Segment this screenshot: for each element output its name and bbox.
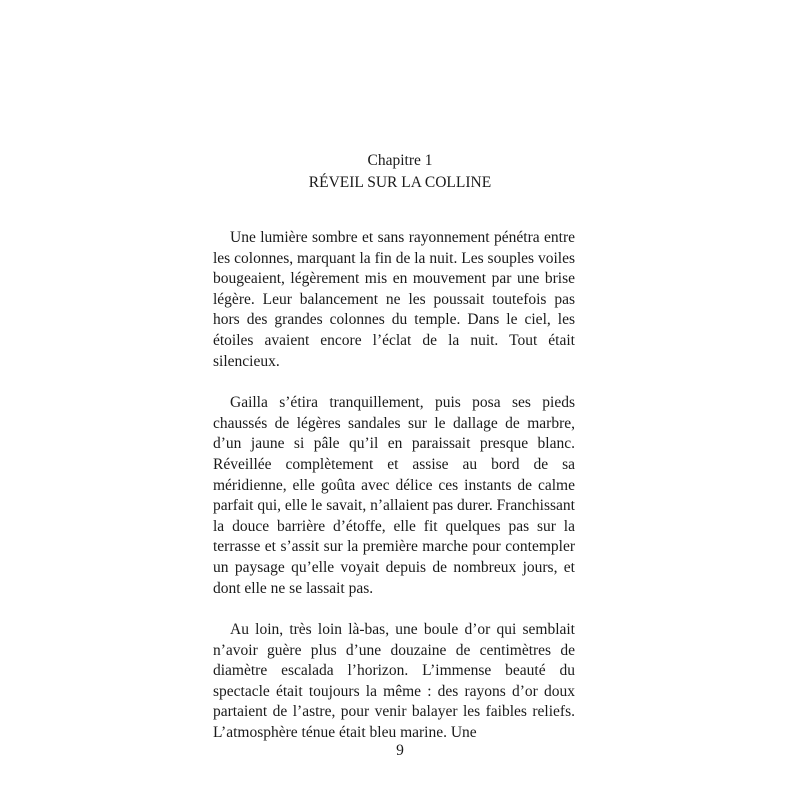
chapter-body <box>213 228 575 765</box>
paragraph-1: Une lumière sombre et sans rayonnement pénétra entre les colonnes, marquant la fin de la nuit. Les souples voiles bougeaient, légèrement mis en mouvement par une brise légère. Leur balancement ne les poussait toutefois pas hors des grandes colonnes du temple. Dans le ciel, les étoiles avaient encore l’éclat de la nuit. Tout était silencieux. <box>213 229 575 370</box>
chapter-title: RÉVEIL SUR LA COLLINE <box>308 174 492 191</box>
paragraph-2: Gailla s’étira tranquillement, puis posa ses pieds chaussés de légères sandales sur le dallage de marbre, d’un jaune si pâle qu’il en paraissait presque blanc. Réveillée complètement et assise au bord de sa méridienne, elle goûta avec délice ces instants de calme parfait qui, elle le savait, n’allaient pas durer. Franchissant la douce barrière d’étoffe, elle fit quelques pas sur la terrasse et s’assit sur la première marche pour contempler un paysage qu’elle voyait depuis de nombreux jours, et dont elle ne se lassait pas. <box>213 394 575 597</box>
paragraph-3: Au loin, très loin là-bas, une boule d’or qui semblait n’avoir guère plus d’une douzaine de centimètres de diamètre escalada l’horizon. L’immense beauté du spectacle était toujours la même : des rayons d’or doux partaient de l’astre, pour venir balayer les faibles reliefs. L’atmosphère ténue était bleu marine. Une <box>213 621 575 742</box>
page-number: 9 <box>396 742 404 759</box>
chapter-number: Chapitre 1 <box>367 152 433 169</box>
